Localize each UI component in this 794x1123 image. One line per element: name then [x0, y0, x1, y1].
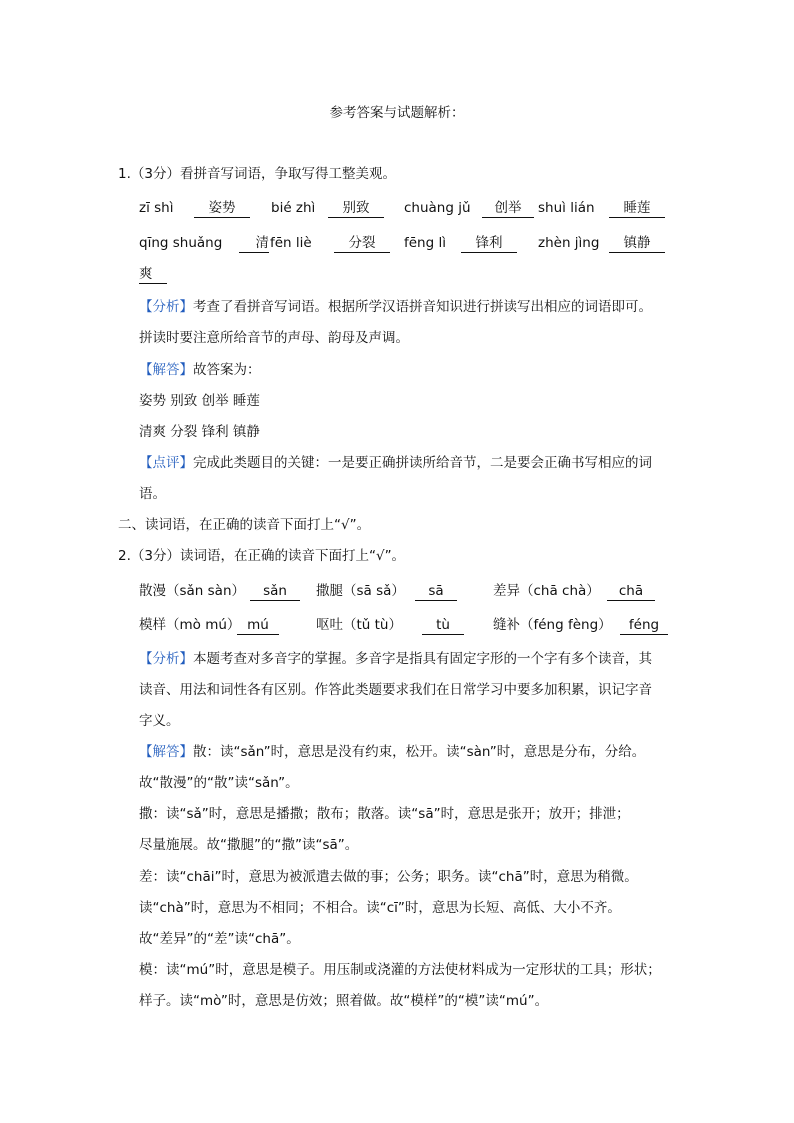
q2-answer-1: sǎn — [250, 582, 300, 601]
q2-answer-5: tù — [422, 616, 464, 635]
q2-answer-line-1: 散：读“sǎn”时，意思是没有约束，松开。读“sàn”时，意思是分布，分给。 — [193, 744, 646, 760]
page-title: 参考答案与试题解析： — [329, 105, 465, 121]
q1-pinyin-4: shuì lián — [538, 200, 595, 216]
q2-answer-2: sā — [415, 582, 457, 601]
q2-answer-line-7: 故“差异”的“差”读“chā”。 — [139, 931, 300, 947]
q2-analysis-text-3: 字义。 — [139, 713, 180, 729]
q1-comment-tag: 【点评】 — [139, 455, 193, 471]
q2-answer-line-3: 撒：读“sǎ”时，意思是播撒；散布；散落。读“sā”时，意思是张开；放开；排泄； — [139, 806, 630, 822]
q1-answer-6: 分裂 — [334, 234, 390, 253]
q1-answer-5: 清 — [239, 234, 269, 253]
q1-answer-4: 睡莲 — [609, 199, 665, 218]
q2-answer-4: mú — [237, 616, 279, 635]
q2-analysis-text: 本题考查对多音字的掌握。多音字是指具有固定字形的一个字有多个读音，其 — [193, 651, 652, 667]
q2-word-3: 差异（chā chà） — [493, 583, 600, 599]
q1-answer-intro: 故答案为： — [193, 362, 261, 378]
q1-comment-text-2: 语。 — [139, 486, 166, 502]
q1-analysis-tag: 【分析】 — [139, 299, 193, 315]
q1-analysis-text-2: 拼读时要注意所给音节的声母、韵母及声调。 — [139, 330, 409, 346]
q1-answer-line-2: 清爽 分裂 锋利 镇静 — [139, 424, 260, 440]
q1-answer-7: 锋利 — [461, 234, 517, 253]
q2-analysis-tag: 【分析】 — [139, 651, 193, 667]
q1-pinyin-3: chuàng jǔ — [404, 200, 471, 216]
q2-answer-tag: 【解答】 — [139, 744, 193, 760]
q2-word-5: 呕吐（tǔ tù） — [316, 617, 402, 633]
q2-answer-line-8: 模：读“mú”时，意思是模子。用压制或浇灌的方法使材料成为一定形状的工具；形状； — [139, 962, 661, 978]
q2-answer-line-4: 尽量施展。故“撒腿”的“撒”读“sā”。 — [139, 837, 359, 853]
question-1-header: 1.（3分）看拼音写词语，争取写得工整美观。 — [118, 166, 396, 182]
q1-pinyin-2: bié zhì — [271, 200, 316, 216]
q1-analysis-text: 考查了看拼音写词语。根据所学汉语拼音知识进行拼读写出相应的词语即可。 — [193, 299, 652, 315]
q2-analysis-text-2: 读音、用法和词性各有区别。作答此类题要求我们在日常学习中要多加积累，识记字音 — [139, 682, 652, 698]
q1-pinyin-7: fēng lì — [404, 235, 446, 251]
q2-answer-line-5: 差：读“chāi”时，意思为被派遣去做的事；公务；职务。读“chā”时，意思为稍微。 — [139, 869, 638, 885]
q1-answer-overflow: 爽 — [139, 265, 167, 284]
q2-answer-line-9: 样子。读“mò”时，意思是仿效；照着做。故“模样”的“模”读“mú”。 — [139, 993, 549, 1009]
q2-word-1: 散漫（sǎn sàn） — [139, 583, 246, 599]
q2-answer-6: féng — [620, 616, 668, 635]
q2-answer-line-2: 故“散漫”的“散”读“sǎn”。 — [139, 775, 299, 791]
q1-answer-1: 姿势 — [194, 199, 250, 218]
q1-answer-3: 创举 — [482, 199, 534, 218]
section-2-header: 二、读词语，在正确的读音下面打上“√”。 — [118, 517, 371, 533]
q2-answer-3: chā — [607, 582, 655, 601]
q1-answer-8: 镇静 — [609, 234, 665, 253]
q1-comment-text: 完成此类题目的关键：一是要正确拼读所给音节，二是要会正确书写相应的词 — [193, 455, 652, 471]
q1-answer-2: 别致 — [328, 199, 384, 218]
q1-answer-line-1: 姿势 别致 创举 睡莲 — [139, 393, 260, 409]
q1-pinyin-5: qīng shuǎng — [139, 235, 223, 251]
q1-pinyin-6: fēn liè — [270, 235, 312, 251]
q1-answer-tag: 【解答】 — [139, 362, 193, 378]
q1-pinyin-1: zī shì — [139, 200, 174, 216]
question-2-header: 2.（3分）读词语，在正确的读音下面打上“√”。 — [118, 548, 406, 564]
q2-word-2: 撒腿（sā sǎ） — [316, 583, 405, 599]
q1-pinyin-8: zhèn jìng — [538, 235, 600, 251]
q2-word-4: 模样（mò mú） — [139, 617, 241, 633]
q2-word-6: 缝补（féng fèng） — [493, 617, 612, 633]
q2-answer-line-6: 读“chà”时，意思为不相同；不相合。读“cī”时，意思为长短、高低、大小不齐。 — [139, 900, 621, 916]
